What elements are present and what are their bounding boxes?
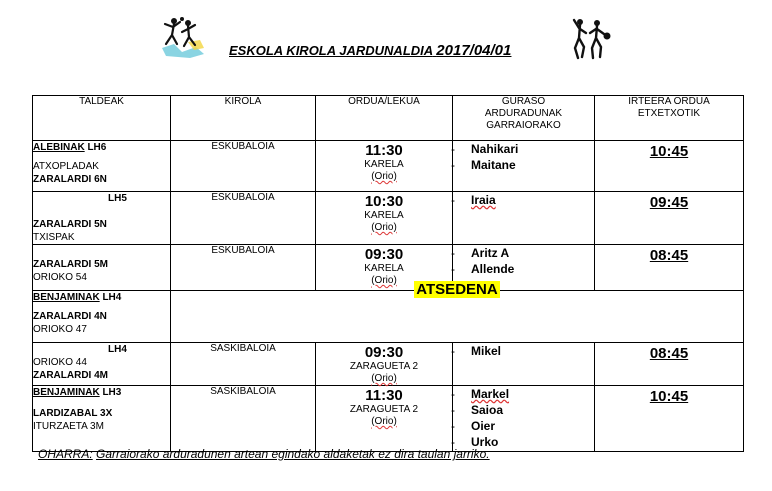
level-label: LH4 [102,292,122,303]
category-label: BENJAMINAK [33,292,100,303]
departure-time: 10:45 [649,143,689,160]
time-place-cell [316,141,453,192]
table-row [33,245,744,291]
teams-cell [33,343,171,386]
match-town: (Orio) [371,416,397,427]
header-irteera-line: ETXETXOTIK [637,108,701,119]
match-town: (Orio) [371,222,397,233]
header-guraso-line: GARRAIORAKO [486,120,561,131]
team-name: ORIOKO 44 [33,357,87,368]
departure-cell [595,343,744,386]
departure-time: 09:45 [649,194,689,211]
sport-cell: SASKIBALOIA [171,343,316,386]
table-row [33,386,744,452]
parents-cell [453,192,595,245]
departure-cell [595,245,744,291]
departure-time: 10:45 [649,388,689,405]
team-name: ZARALARDI 6N [33,174,107,185]
footnote-text: Garraiorako arduradunen artean egindako aldaketak ez dira taulan jarriko. [96,447,490,461]
header-guraso [453,96,595,141]
team-name: LARDIZABAL 3X [33,408,113,419]
footnote-label: OHARRA: [38,447,93,461]
level-label: LH3 [102,387,122,398]
teams-cell [33,291,171,343]
match-town: (Orio) [371,373,397,384]
table-row [33,343,744,386]
parents-cell [453,386,595,452]
time-place-cell [316,192,453,245]
header-guraso-line: GURASO [501,96,546,107]
parent-name: - Oier [453,418,594,434]
team-name: ZARALARDI 5M [33,259,108,270]
basketball-player-icon [566,16,612,60]
time-place-cell [316,343,453,386]
header-guraso-line: ARDURADUNAK [484,108,563,119]
title-text: ESKOLA KIROLA JARDUNALDIA [229,43,433,58]
header-ordua-lekua: ORDUA/LEKUA [316,96,453,141]
match-time: 10:30 [364,193,404,210]
match-town: (Orio) [371,275,397,286]
departure-time: 08:45 [649,247,689,264]
rest-label: ATSEDENA [416,281,498,298]
header-irteera [595,96,744,141]
parent-name: - Allende [453,261,594,277]
team-name: ZARALARDI 4N [33,311,107,322]
header-taldeak: TALDEAK [33,96,171,141]
sport-cell: ESKUBALOIA [171,192,316,245]
parent-name: - Mikel [453,343,594,359]
team-name: TXISPAK [33,232,75,243]
match-town: (Orio) [371,171,397,182]
departure-time: 08:45 [649,345,689,362]
match-place: ZARAGUETA 2 [349,404,419,415]
category-label: BENJAMINAK [33,387,100,398]
departure-cell [595,386,744,452]
match-time: 11:30 [365,142,403,159]
team-name: ATXOPLADAK [33,161,99,172]
header-kirola: KIROLA [171,96,316,141]
time-place-cell [316,386,453,452]
parent-name: - Aritz A [453,245,594,261]
handball-players-icon [160,14,206,58]
rest-cell [171,281,744,343]
teams-cell [33,386,171,452]
match-time: 11:30 [365,387,403,404]
match-time: 09:30 [364,344,404,361]
parent-name: - Urko [453,434,594,450]
match-place: KARELA [364,210,404,221]
match-place: KARELA [364,159,404,170]
table-header-row [33,96,744,141]
parents-cell [453,141,595,192]
title-date: 2017/04/01 [436,42,512,59]
parent-name: - Saioa [453,402,594,418]
match-time: 09:30 [364,246,404,263]
sport-cell: ESKUBALOIA [171,245,316,291]
team-name: ZARALARDI 5N [33,219,107,230]
category-label: ALEBINAK [33,142,85,153]
team-name: ITURZAETA 3M [33,421,104,432]
team-name: ORIOKO 54 [33,272,87,283]
table-row [33,291,744,343]
departure-cell [595,192,744,245]
parent-name: Markel [471,387,510,401]
teams-cell [33,141,171,192]
match-place: KARELA [364,263,404,274]
parents-cell [453,343,595,386]
sport-cell: SASKIBALOIA [171,386,316,452]
team-name: ZARALARDI 4M [33,370,108,381]
footnote [38,447,490,461]
teams-cell [33,245,171,291]
sport-cell: ESKUBALOIA [171,141,316,192]
team-name: ORIOKO 47 [33,324,87,335]
header-irteera-line: IRTEERA ORDUA [628,96,710,107]
page-title [229,42,511,59]
level-label: LH5 [108,193,127,204]
level-label: LH4 [108,344,127,355]
departure-cell [595,141,744,192]
schedule-table [32,95,744,452]
table-row [33,141,744,192]
match-place: ZARAGUETA 2 [349,361,419,372]
parent-name: - Maitane [453,157,594,173]
level-label: LH6 [87,142,107,153]
table-row [33,192,744,245]
parent-name: Iraia [471,193,496,207]
teams-cell [33,192,171,245]
parent-name: - Nahikari [453,141,594,157]
